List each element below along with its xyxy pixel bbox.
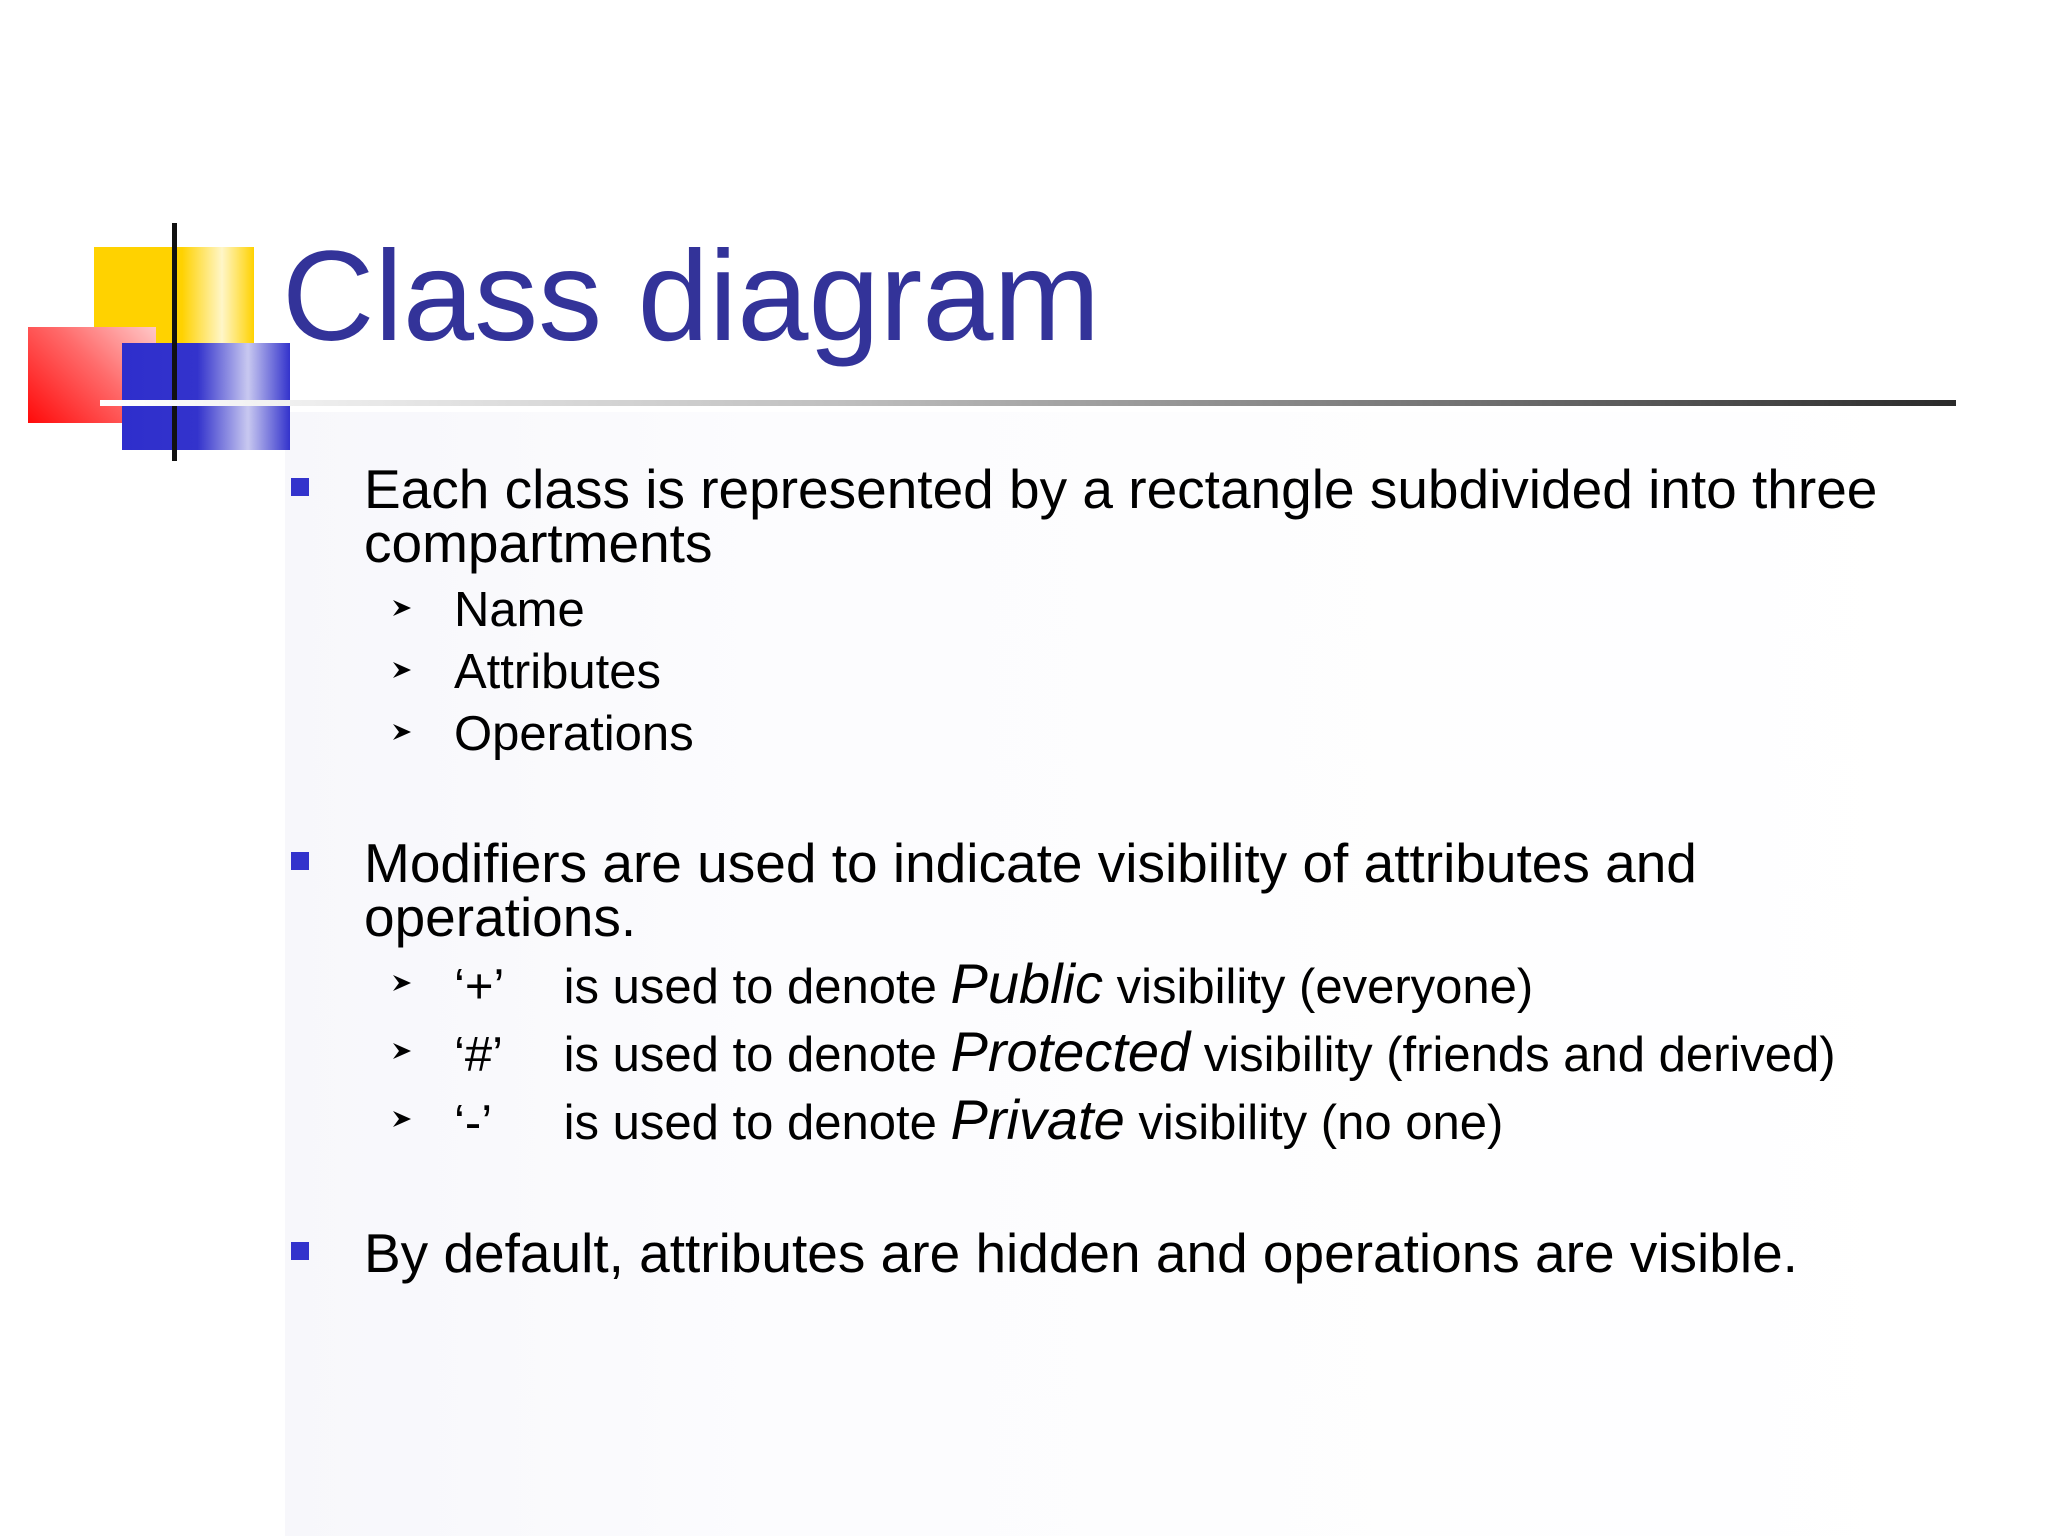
blue-square-bullet-icon [291, 1242, 309, 1260]
blue-square-bullet-icon [291, 852, 309, 870]
title-underline [100, 400, 1956, 406]
slide-title: Class diagram [282, 225, 1101, 368]
sub-item: Attributes [454, 645, 661, 699]
bullet-text: By default, attributes are hidden and operations are visible. [364, 1222, 1798, 1284]
sub-item: Operations [454, 707, 694, 761]
modifier-prefix: is used to denote [563, 1096, 937, 1150]
arrowhead-bullet-icon [391, 1040, 413, 1062]
arrowhead-bullet-icon [391, 1108, 413, 1130]
modifier-suffix: visibility (no one) [1138, 1096, 1504, 1150]
modifier-item [454, 1088, 1504, 1151]
modifier-symbol: ‘+’ [454, 960, 505, 1014]
modifier-suffix: visibility (friends and derived) [1203, 1028, 1836, 1082]
modifier-prefix: is used to denote [563, 960, 937, 1014]
modifier-suffix: visibility (everyone) [1116, 960, 1534, 1014]
modifier-visibility: Public [950, 952, 1103, 1015]
modifier-item [454, 1020, 1836, 1083]
blue-square-decoration [122, 343, 290, 450]
blue-square-bullet-icon [291, 478, 309, 496]
bullet-text: Modifiers are used to indicate visibility of attributes and operations. [364, 832, 1697, 948]
bullet-text: Each class is represented by a rectangle subdivided into three compartments [364, 458, 1878, 574]
arrowhead-bullet-icon [391, 721, 413, 743]
arrowhead-bullet-icon [391, 659, 413, 681]
modifier-prefix: is used to denote [563, 1028, 937, 1082]
modifier-visibility: Private [950, 1088, 1125, 1151]
modifier-symbol: ‘#’ [454, 1028, 504, 1082]
modifier-symbol: ‘-’ [454, 1096, 493, 1150]
modifier-item [454, 952, 1534, 1015]
modifier-visibility: Protected [950, 1020, 1191, 1083]
sub-item: Name [454, 583, 585, 637]
arrowhead-bullet-icon [391, 597, 413, 619]
vertical-line-decoration [172, 223, 177, 461]
arrowhead-bullet-icon [391, 972, 413, 994]
